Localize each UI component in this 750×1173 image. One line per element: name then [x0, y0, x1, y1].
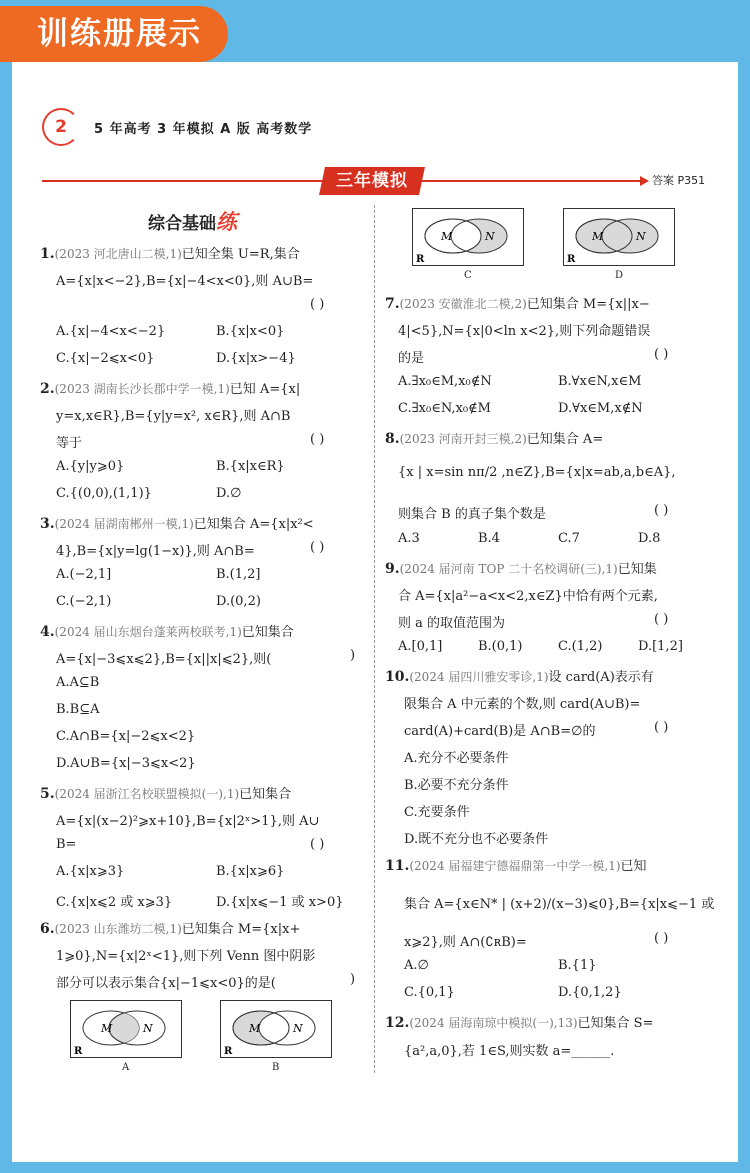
q10-line3: card(A)+card(B)是 A∩B=∅的	[404, 724, 596, 739]
venn-c-label-m: M	[441, 230, 453, 243]
q12-line1: 12.(2024 届海南琼中模拟(一),13)已知集合 S=	[385, 1015, 654, 1031]
q11-option-a: A.∅	[404, 958, 429, 973]
q8-option-b: B.4	[478, 531, 500, 546]
q2-answer-paren: ( )	[310, 432, 325, 447]
q11-option-c: C.{0,1}	[404, 985, 455, 1000]
q1-option-c: C.{x|−2⩽x<0}	[56, 351, 155, 366]
q9-line2: 合 A={x|a²−a<x<2,x∈Z}中恰有两个元素,	[398, 589, 658, 604]
section-title-text: 三年模拟	[336, 171, 408, 191]
q4-option-b: B.B⊆A	[56, 702, 100, 717]
q2-line1: 2.(2023 湖南长沙长郡中学一模,1)已知 A={x|	[40, 381, 301, 397]
q4-line2: A={x|−3⩽x⩽2},B={x||x|⩽2},则(	[56, 652, 272, 667]
venn-d-svg	[564, 209, 674, 265]
q11-option-b: B.{1}	[558, 958, 597, 973]
banner-title: 训练册展示	[0, 6, 228, 62]
q11-line1: 11.(2024 届福建宁德福鼎第一中学一模,1)已知	[385, 858, 647, 874]
q5-option-d: D.{x|x⩽−1 或 x>0}	[216, 895, 344, 910]
venn-d-caption: D	[615, 270, 624, 281]
subsection-title-b: 练	[216, 210, 237, 234]
q7-line2: 4|<5},N={x|0<ln x<2},则下列命题错误	[398, 324, 651, 339]
q8-option-a: A.3	[398, 531, 420, 546]
venn-a-label-r: R	[74, 1046, 83, 1057]
venn-diagram-b	[220, 1000, 332, 1058]
q12-line2: {a²,a,0},若 1∈S,则实数 a=______.	[404, 1044, 615, 1059]
q6-line3: 部分可以表示集合{x|−1⩽x<0}的是(	[56, 976, 276, 991]
q3-option-c: C.(−2,1)	[56, 594, 112, 609]
q2-option-c: C.{(0,0),(1,1)}	[56, 486, 152, 501]
venn-c-svg	[413, 209, 523, 265]
venn-a-svg	[71, 1001, 181, 1057]
q3-line2: 4},B={x|y=lg(1−x)},则 A∩B=	[56, 544, 255, 559]
q1-line2: A={x|x<−2},B={x|−4<x<0},则 A∪B=	[56, 274, 314, 289]
venn-c-label-r: R	[416, 254, 425, 265]
venn-d-label-n: N	[636, 230, 646, 243]
q5-line1: 5.(2024 届浙江名校联盟模拟(一),1)已知集合	[40, 786, 292, 802]
q11-answer-paren: ( )	[654, 931, 669, 946]
arrow-icon	[640, 176, 649, 186]
section-title	[319, 167, 425, 195]
q5-answer-paren: ( )	[310, 837, 325, 852]
venn-b-label-n: N	[293, 1022, 303, 1035]
q7-line3: 的是	[398, 351, 425, 366]
q2-option-d: D.∅	[216, 486, 242, 501]
q4-answer-paren-close: )	[350, 648, 356, 663]
q2-option-b: B.{x|x∈R}	[216, 459, 285, 474]
venn-a-label-n: N	[143, 1022, 153, 1035]
q1-line1: 1.(2023 河北唐山二模,1)已知全集 U=R,集合	[40, 246, 300, 262]
q4-option-d: D.A∪B={x|−3⩽x<2}	[56, 756, 196, 771]
book-title: 5 年高考 3 年模拟 A 版 高考数学	[94, 121, 313, 137]
subsection-title	[148, 206, 237, 236]
q3-option-a: A.(−2,1]	[56, 567, 112, 582]
q10-option-c: C.充要条件	[404, 805, 470, 820]
q6-line2: 1⩾0},N={x|2ˣ<1},则下列 Venn 图中阴影	[56, 949, 316, 964]
venn-d-circle-n	[602, 219, 658, 253]
column-divider	[374, 205, 375, 1073]
venn-diagram-d	[563, 208, 675, 266]
q3-option-b: B.(1,2]	[216, 567, 261, 582]
q9-option-a: A.[0,1]	[398, 639, 443, 654]
q2-line3: 等于	[56, 436, 83, 451]
venn-d-label-m: M	[592, 230, 604, 243]
q7-option-d: D.∀x∈M,x∉N	[558, 401, 643, 416]
q4-option-a: A.A⊆B	[56, 675, 100, 690]
q5-option-c: C.{x|x⩽2 或 x⩾3}	[56, 895, 173, 910]
venn-d-label-r: R	[567, 254, 576, 265]
q5-line3: B=	[56, 837, 77, 852]
q3-line1: 3.(2024 届湖南郴州一模,1)已知集合 A={x|x²<	[40, 516, 314, 532]
q10-option-d: D.既不充分也不必要条件	[404, 832, 549, 847]
q1-option-d: D.{x|x>−4}	[216, 351, 296, 366]
q4-line1: 4.(2024 届山东烟台蓬莱两校联考,1)已知集合	[40, 624, 294, 640]
q8-line2: {x | x=sin nπ/2 ,n∈Z},B={x|x=ab,a,b∈A},	[398, 465, 676, 480]
q5-option-b: B.{x|x⩾6}	[216, 864, 285, 879]
q8-answer-paren: ( )	[654, 503, 669, 518]
q11-line3: x⩾2},则 A∩(∁ʀB)=	[404, 935, 527, 950]
q9-option-b: B.(0,1)	[478, 639, 523, 654]
q5-option-a: A.{x|x⩾3}	[56, 864, 125, 879]
venn-c-label-n: N	[485, 230, 495, 243]
q7-option-a: A.∃x₀∈M,x₀∉N	[398, 374, 492, 389]
q9-option-c: C.(1,2)	[558, 639, 603, 654]
q11-option-d: D.{0,1,2}	[558, 985, 622, 1000]
page-header	[42, 108, 312, 146]
q9-answer-paren: ( )	[654, 612, 669, 627]
q7-option-c: C.∃x₀∈N,x₀∉M	[398, 401, 491, 416]
subsection-title-a: 综合基础	[148, 214, 216, 234]
q4-option-c: C.A∩B={x|−2⩽x<2}	[56, 729, 196, 744]
q10-option-a: A.充分不必要条件	[404, 751, 509, 766]
q3-answer-paren: ( )	[310, 540, 325, 555]
q9-line1: 9.(2024 届河南 TOP 二十名校调研(三),1)已知集	[385, 561, 657, 577]
q8-option-d: D.8	[638, 531, 661, 546]
page-number: 2	[42, 108, 80, 146]
q10-answer-paren: ( )	[654, 720, 669, 735]
q6-answer-paren-close: )	[350, 972, 356, 987]
venn-b-label-m: M	[249, 1022, 261, 1035]
q7-option-b: B.∀x∈N,x∈M	[558, 374, 642, 389]
header-rule-left	[42, 180, 324, 182]
q1-option-b: B.{x|x<0}	[216, 324, 285, 339]
venn-diagram-a	[70, 1000, 182, 1058]
venn-a-label-m: M	[101, 1022, 113, 1035]
q7-line1: 7.(2023 安徽淮北二模,2)已知集合 M={x||x−	[385, 296, 650, 312]
q8-line1: 8.(2023 河南开封三模,2)已知集合 A=	[385, 431, 604, 447]
q2-line2: y=x,x∈R},B={y|y=x², x∈R},则 A∩B	[56, 409, 291, 424]
venn-a-caption: A	[122, 1062, 130, 1073]
answer-reference: 答案 P351	[652, 174, 706, 187]
venn-diagram-c	[412, 208, 524, 266]
q5-line2: A={x|(x−2)²⩾x+10},B={x|2ˣ>1},则 A∪	[56, 814, 320, 829]
q3-option-d: D.(0,2)	[216, 594, 261, 609]
q10-option-b: B.必要不充分条件	[404, 778, 509, 793]
q1-answer-paren: ( )	[310, 297, 325, 312]
venn-b-caption: B	[272, 1062, 280, 1073]
q11-line2: 集合 A={x∈N* | (x+2)/(x−3)⩽0},B={x|x⩽−1 或	[404, 897, 715, 912]
q10-line2: 限集合 A 中元素的个数,则 card(A∪B)=	[404, 697, 641, 712]
q10-line1: 10.(2024 届四川雅安零诊,1)设 card(A)表示有	[385, 669, 654, 685]
q2-option-a: A.{y|y⩾0}	[56, 459, 125, 474]
q8-option-c: C.7	[558, 531, 580, 546]
q1-option-a: A.{x|−4<x<−2}	[56, 324, 166, 339]
q7-answer-paren: ( )	[654, 347, 669, 362]
venn-c-caption: C	[464, 270, 472, 281]
q9-option-d: D.[1,2]	[638, 639, 683, 654]
venn-b-svg	[221, 1001, 331, 1057]
header-rule-right	[420, 180, 642, 182]
q8-line3: 则集合 B 的真子集个数是	[398, 507, 546, 522]
venn-b-label-r: R	[224, 1046, 233, 1057]
q6-line1: 6.(2023 山东潍坊二模,1)已知集合 M={x|x+	[40, 921, 301, 937]
q9-line3: 则 a 的取值范围为	[398, 616, 506, 631]
